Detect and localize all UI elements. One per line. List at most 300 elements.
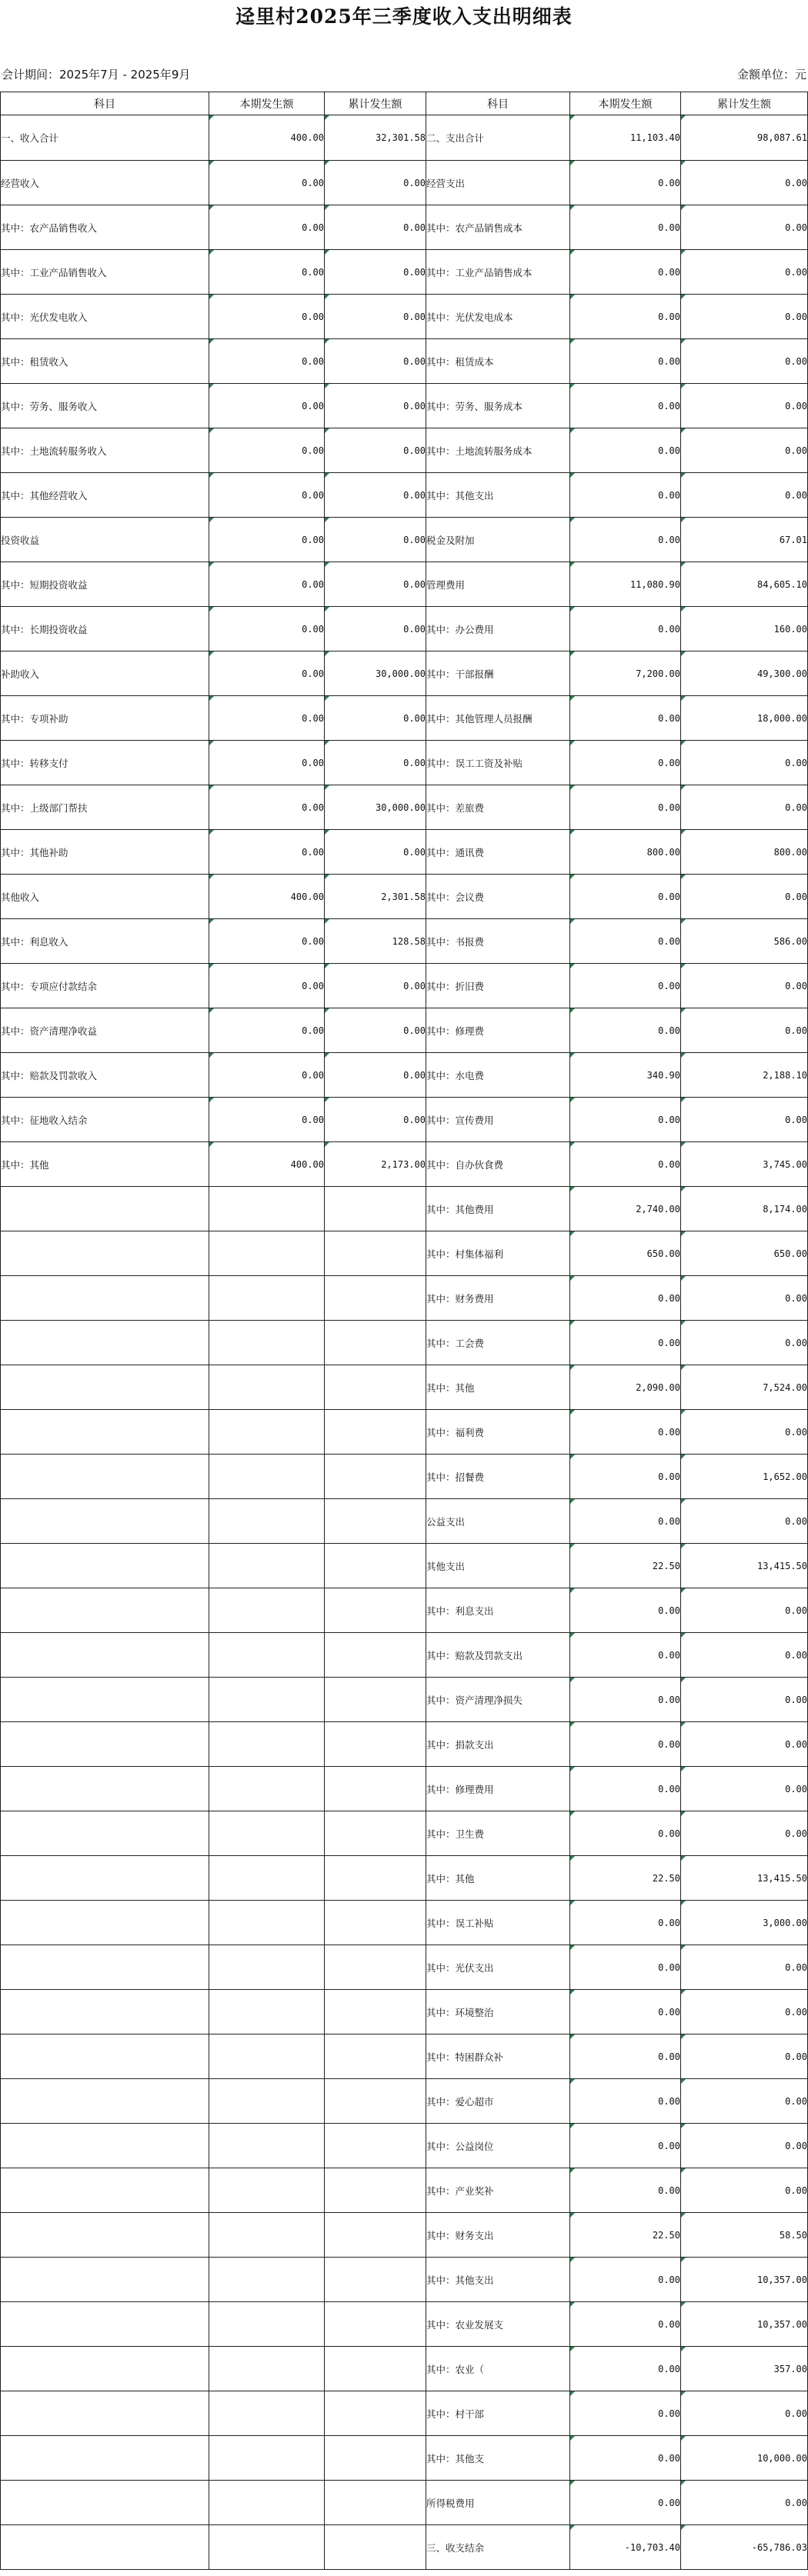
income-account-cell (1, 1767, 209, 1811)
income-account-cell (1, 1588, 209, 1633)
table-row (1, 384, 808, 428)
income-cumulative-cell (325, 2079, 426, 2124)
expense-current-cell: 0.00 (570, 1722, 681, 1767)
expense-account-cell: 其中：其他费用 (426, 1187, 570, 1231)
income-cumulative-cell (325, 2436, 426, 2481)
expense-current-cell: 0.00 (570, 1633, 681, 1678)
income-cumulative-cell (325, 1722, 426, 1767)
income-current-cell (209, 1544, 325, 1588)
table-row (1, 2347, 808, 2391)
income-cumulative-cell: 30,000.00 (325, 651, 426, 696)
expense-current-cell: 11,103.40 (570, 115, 681, 161)
expense-current-cell: 0.00 (570, 1098, 681, 1142)
expense-cumulative-cell: 0.00 (681, 339, 808, 384)
table-row (1, 1633, 808, 1678)
income-account-cell: 其中：其他补助 (1, 830, 209, 875)
income-cumulative-cell (325, 1231, 426, 1276)
expense-cumulative-cell: 586.00 (681, 919, 808, 964)
expense-account-cell: 其中：福利费 (426, 1410, 570, 1455)
table-row (1, 161, 808, 205)
expense-account-cell: 税金及附加 (426, 518, 570, 562)
expense-cumulative-cell: 0.00 (681, 2168, 808, 2213)
header-expense-account: 科目 (426, 92, 570, 115)
income-current-cell (209, 1856, 325, 1901)
income-account-cell: 其中：赔款及罚款收入 (1, 1053, 209, 1098)
expense-cumulative-cell: 0.00 (681, 1321, 808, 1365)
expense-current-cell: 0.00 (570, 2258, 681, 2302)
table-row (1, 1678, 808, 1722)
income-current-cell (209, 1187, 325, 1231)
expense-current-cell: 0.00 (570, 875, 681, 919)
expense-account-cell: 其中：财务支出 (426, 2213, 570, 2258)
income-current-cell (209, 2034, 325, 2079)
accounting-period: 会计期间：2025年7月 - 2025年9月 (2, 68, 191, 82)
income-cumulative-cell (325, 1455, 426, 1499)
expense-cumulative-cell: 0.00 (681, 1499, 808, 1544)
expense-current-cell: 11,080.90 (570, 562, 681, 607)
table-row (1, 741, 808, 785)
income-current-cell: 0.00 (209, 518, 325, 562)
table-row (1, 1499, 808, 1544)
expense-account-cell: 其中：产业奖补 (426, 2168, 570, 2213)
income-cumulative-cell (325, 2347, 426, 2391)
expense-current-cell: 0.00 (570, 1142, 681, 1187)
expense-cumulative-cell: 0.00 (681, 875, 808, 919)
expense-current-cell: 0.00 (570, 339, 681, 384)
income-cumulative-cell: 0.00 (325, 384, 426, 428)
table-row (1, 1276, 808, 1321)
expense-cumulative-cell: 0.00 (681, 1008, 808, 1053)
expense-current-cell: 0.00 (570, 1499, 681, 1544)
table-row (1, 1722, 808, 1767)
income-account-cell (1, 2213, 209, 2258)
income-current-cell (209, 1945, 325, 1990)
table-row (1, 1187, 808, 1231)
income-current-cell (209, 2168, 325, 2213)
header-income-cumulative: 累计发生额 (325, 92, 426, 115)
table-row (1, 428, 808, 473)
expense-account-cell: 其中：折旧费 (426, 964, 570, 1008)
expense-current-cell: 0.00 (570, 1990, 681, 2034)
income-cumulative-cell: 0.00 (325, 1053, 426, 1098)
expense-account-cell: 其中：书报费 (426, 919, 570, 964)
income-current-cell: 0.00 (209, 205, 325, 250)
expense-current-cell: 340.90 (570, 1053, 681, 1098)
expense-cumulative-cell: 0.00 (681, 1410, 808, 1455)
expense-cumulative-cell: 0.00 (681, 2034, 808, 2079)
income-account-cell (1, 1678, 209, 1722)
expense-current-cell: 0.00 (570, 2481, 681, 2525)
expense-account-cell: 其中：农业发展支 (426, 2302, 570, 2347)
income-cumulative-cell: 0.00 (325, 250, 426, 295)
expense-account-cell: 其中：爱心超市 (426, 2079, 570, 2124)
expense-account-cell: 经营支出 (426, 161, 570, 205)
expense-cumulative-cell: 650.00 (681, 1231, 808, 1276)
expense-cumulative-cell: 8,174.00 (681, 1187, 808, 1231)
table-row (1, 964, 808, 1008)
expense-account-cell: 其中：财务费用 (426, 1276, 570, 1321)
expense-account-cell: 其中：光伏支出 (426, 1945, 570, 1990)
expense-cumulative-cell: 0.00 (681, 2124, 808, 2168)
income-account-cell: 其中：其他经营收入 (1, 473, 209, 518)
expense-cumulative-cell: 800.00 (681, 830, 808, 875)
table-row (1, 1410, 808, 1455)
income-current-cell: 0.00 (209, 1098, 325, 1142)
expense-cumulative-cell: 0.00 (681, 2391, 808, 2436)
expense-cumulative-cell: 0.00 (681, 964, 808, 1008)
income-cumulative-cell (325, 1321, 426, 1365)
expense-current-cell: 0.00 (570, 785, 681, 830)
income-current-cell (209, 2124, 325, 2168)
income-current-cell: 0.00 (209, 250, 325, 295)
expense-current-cell: 0.00 (570, 1276, 681, 1321)
income-current-cell (209, 2525, 325, 2570)
table-row (1, 1098, 808, 1142)
income-current-cell: 0.00 (209, 741, 325, 785)
table-row (1, 1321, 808, 1365)
expense-cumulative-cell: 1,652.00 (681, 1455, 808, 1499)
expense-current-cell: -10,703.40 (570, 2525, 681, 2570)
income-cumulative-cell: 32,301.58 (325, 115, 426, 161)
expense-cumulative-cell: 357.00 (681, 2347, 808, 2391)
income-account-cell: 经营收入 (1, 161, 209, 205)
income-current-cell (209, 2391, 325, 2436)
table-row (1, 1231, 808, 1276)
expense-account-cell: 其中：干部报酬 (426, 651, 570, 696)
expense-account-cell: 其中：误工补贴 (426, 1901, 570, 1945)
expense-current-cell: 0.00 (570, 741, 681, 785)
expense-current-cell: 0.00 (570, 473, 681, 518)
income-cumulative-cell (325, 1588, 426, 1633)
expense-account-cell: 其中：修理费用 (426, 1767, 570, 1811)
income-current-cell: 0.00 (209, 161, 325, 205)
income-current-cell: 0.00 (209, 473, 325, 518)
income-account-cell (1, 1544, 209, 1588)
table-row (1, 115, 808, 161)
income-cumulative-cell (325, 1856, 426, 1901)
income-account-cell (1, 1410, 209, 1455)
expense-current-cell: 0.00 (570, 2034, 681, 2079)
income-account-cell (1, 1901, 209, 1945)
expense-account-cell: 其他支出 (426, 1544, 570, 1588)
table-row (1, 339, 808, 384)
income-current-cell (209, 1767, 325, 1811)
expense-current-cell: 0.00 (570, 696, 681, 741)
income-account-cell (1, 1722, 209, 1767)
table-row (1, 518, 808, 562)
table-row (1, 1811, 808, 1856)
table-row (1, 2213, 808, 2258)
expense-cumulative-cell: 0.00 (681, 1276, 808, 1321)
income-current-cell (209, 1633, 325, 1678)
header-income-current: 本期发生额 (209, 92, 325, 115)
expense-account-cell: 其中：通讯费 (426, 830, 570, 875)
expense-current-cell: 0.00 (570, 2302, 681, 2347)
income-current-cell: 0.00 (209, 1008, 325, 1053)
table-row (1, 1455, 808, 1499)
table-row (1, 1588, 808, 1633)
table-row (1, 875, 808, 919)
table-header-row (1, 92, 808, 115)
income-account-cell (1, 2258, 209, 2302)
expense-current-cell: 0.00 (570, 295, 681, 339)
table-row (1, 473, 808, 518)
table-row (1, 562, 808, 607)
table-row (1, 1053, 808, 1098)
income-account-cell (1, 2302, 209, 2347)
income-cumulative-cell (325, 1990, 426, 2034)
expense-cumulative-cell: 13,415.50 (681, 1544, 808, 1588)
expense-current-cell: 0.00 (570, 1008, 681, 1053)
income-account-cell: 投资收益 (1, 518, 209, 562)
income-account-cell (1, 2525, 209, 2570)
income-account-cell (1, 1499, 209, 1544)
expense-cumulative-cell: 0.00 (681, 1678, 808, 1722)
income-cumulative-cell (325, 2481, 426, 2525)
expense-cumulative-cell: 0.00 (681, 295, 808, 339)
income-current-cell (209, 2079, 325, 2124)
income-cumulative-cell (325, 2302, 426, 2347)
expense-current-cell: 0.00 (570, 2124, 681, 2168)
expense-cumulative-cell: 0.00 (681, 473, 808, 518)
expense-current-cell: 0.00 (570, 2168, 681, 2213)
income-current-cell: 400.00 (209, 1142, 325, 1187)
income-current-cell (209, 1410, 325, 1455)
expense-account-cell: 二、支出合计 (426, 115, 570, 161)
expense-current-cell: 0.00 (570, 2436, 681, 2481)
report-meta (0, 63, 808, 83)
income-cumulative-cell (325, 1633, 426, 1678)
income-current-cell (209, 2258, 325, 2302)
table-row (1, 1142, 808, 1187)
income-current-cell: 0.00 (209, 607, 325, 651)
income-current-cell (209, 2213, 325, 2258)
expense-account-cell: 其中：村干部 (426, 2391, 570, 2436)
income-account-cell (1, 1231, 209, 1276)
expense-account-cell: 其中：其他 (426, 1365, 570, 1410)
expense-current-cell: 0.00 (570, 919, 681, 964)
expense-cumulative-cell: 0.00 (681, 1990, 808, 2034)
expense-current-cell: 0.00 (570, 518, 681, 562)
income-cumulative-cell: 0.00 (325, 339, 426, 384)
income-cumulative-cell (325, 2258, 426, 2302)
income-account-cell (1, 2347, 209, 2391)
income-current-cell (209, 1231, 325, 1276)
income-cumulative-cell (325, 1187, 426, 1231)
income-cumulative-cell: 0.00 (325, 1008, 426, 1053)
table-row (1, 2302, 808, 2347)
income-cumulative-cell: 2,173.00 (325, 1142, 426, 1187)
income-current-cell (209, 1455, 325, 1499)
expense-account-cell: 其中：劳务、服务成本 (426, 384, 570, 428)
income-cumulative-cell: 0.00 (325, 696, 426, 741)
expense-account-cell: 其中：误工工资及补贴 (426, 741, 570, 785)
income-cumulative-cell: 0.00 (325, 830, 426, 875)
income-account-cell (1, 1276, 209, 1321)
income-cumulative-cell: 30,000.00 (325, 785, 426, 830)
report-title: 迳里村2025年三季度收入支出明细表 (235, 5, 573, 28)
expense-account-cell: 其中：利息支出 (426, 1588, 570, 1633)
income-cumulative-cell: 0.00 (325, 562, 426, 607)
income-account-cell (1, 1455, 209, 1499)
expense-cumulative-cell: 0.00 (681, 428, 808, 473)
expense-current-cell: 0.00 (570, 1588, 681, 1633)
expense-account-cell: 管理费用 (426, 562, 570, 607)
expense-account-cell: 其中：办公费用 (426, 607, 570, 651)
expense-account-cell: 其中：公益岗位 (426, 2124, 570, 2168)
expense-account-cell: 其中：环境整治 (426, 1990, 570, 2034)
income-current-cell (209, 1365, 325, 1410)
income-account-cell (1, 1856, 209, 1901)
income-cumulative-cell: 2,301.58 (325, 875, 426, 919)
expense-current-cell: 0.00 (570, 964, 681, 1008)
table-row (1, 2436, 808, 2481)
expense-current-cell: 0.00 (570, 1901, 681, 1945)
expense-cumulative-cell: 0.00 (681, 1945, 808, 1990)
expense-cumulative-cell: 58.50 (681, 2213, 808, 2258)
expense-account-cell: 公益支出 (426, 1499, 570, 1544)
income-current-cell: 400.00 (209, 115, 325, 161)
income-account-cell: 其中：工业产品销售收入 (1, 250, 209, 295)
expense-cumulative-cell: 98,087.61 (681, 115, 808, 161)
expense-current-cell: 0.00 (570, 1811, 681, 1856)
income-account-cell: 其中：其他 (1, 1142, 209, 1187)
income-account-cell: 一、收入合计 (1, 115, 209, 161)
expense-current-cell: 0.00 (570, 2391, 681, 2436)
income-current-cell: 0.00 (209, 830, 325, 875)
expense-current-cell: 2,740.00 (570, 1187, 681, 1231)
table-row (1, 1365, 808, 1410)
expense-cumulative-cell: 0.00 (681, 1098, 808, 1142)
expense-current-cell: 0.00 (570, 1767, 681, 1811)
expense-current-cell: 800.00 (570, 830, 681, 875)
expense-account-cell: 其中：农产品销售成本 (426, 205, 570, 250)
table-row (1, 250, 808, 295)
table-row (1, 2258, 808, 2302)
income-account-cell: 其他收入 (1, 875, 209, 919)
income-account-cell (1, 1990, 209, 2034)
income-cumulative-cell: 0.00 (325, 473, 426, 518)
expense-account-cell: 其中：其他管理人员报酬 (426, 696, 570, 741)
expense-cumulative-cell: 49,300.00 (681, 651, 808, 696)
income-current-cell (209, 2347, 325, 2391)
expense-account-cell: 其中：其他支 (426, 2436, 570, 2481)
income-current-cell (209, 1678, 325, 1722)
expense-account-cell: 其中：卫生费 (426, 1811, 570, 1856)
expense-account-cell: 其中：水电费 (426, 1053, 570, 1098)
income-current-cell (209, 1901, 325, 1945)
expense-current-cell: 22.50 (570, 1544, 681, 1588)
expense-cumulative-cell: 84,605.10 (681, 562, 808, 607)
expense-account-cell: 其中：租赁成本 (426, 339, 570, 384)
expense-cumulative-cell: 2,188.10 (681, 1053, 808, 1098)
income-account-cell: 其中：转移支付 (1, 741, 209, 785)
table-row (1, 205, 808, 250)
income-current-cell: 0.00 (209, 696, 325, 741)
table-row (1, 1990, 808, 2034)
expense-account-cell: 其中：工会费 (426, 1321, 570, 1365)
expense-cumulative-cell: 3,000.00 (681, 1901, 808, 1945)
income-cumulative-cell (325, 1499, 426, 1544)
expense-account-cell: 其中：修理费 (426, 1008, 570, 1053)
currency-unit: 金额单位：元 (736, 68, 806, 82)
income-account-cell: 其中：农产品销售收入 (1, 205, 209, 250)
income-current-cell: 0.00 (209, 785, 325, 830)
income-cumulative-cell (325, 1945, 426, 1990)
expense-current-cell: 0.00 (570, 384, 681, 428)
expense-account-cell: 其中：其他支出 (426, 473, 570, 518)
header-expense-cumulative: 累计发生额 (681, 92, 808, 115)
expense-cumulative-cell: 0.00 (681, 2079, 808, 2124)
expense-account-cell: 其中：特困群众补 (426, 2034, 570, 2079)
income-account-cell: 其中：征地收入结余 (1, 1098, 209, 1142)
expense-cumulative-cell: 13,415.50 (681, 1856, 808, 1901)
expense-cumulative-cell: 67.01 (681, 518, 808, 562)
income-account-cell: 其中：专项补助 (1, 696, 209, 741)
income-cumulative-cell (325, 1811, 426, 1856)
expense-account-cell: 所得税费用 (426, 2481, 570, 2525)
income-current-cell: 0.00 (209, 964, 325, 1008)
expense-current-cell: 22.50 (570, 2213, 681, 2258)
expense-account-cell: 其中：光伏发电成本 (426, 295, 570, 339)
income-cumulative-cell: 0.00 (325, 205, 426, 250)
expense-current-cell: 0.00 (570, 1455, 681, 1499)
expense-account-cell: 其中：村集体福利 (426, 1231, 570, 1276)
expense-cumulative-cell: 0.00 (681, 785, 808, 830)
income-account-cell (1, 2034, 209, 2079)
expense-current-cell: 0.00 (570, 2079, 681, 2124)
expense-current-cell: 650.00 (570, 1231, 681, 1276)
income-cumulative-cell (325, 1767, 426, 1811)
expense-cumulative-cell: 0.00 (681, 1767, 808, 1811)
expense-current-cell: 0.00 (570, 1678, 681, 1722)
income-cumulative-cell (325, 2168, 426, 2213)
table-row (1, 2481, 808, 2525)
table-row (1, 1901, 808, 1945)
income-current-cell: 0.00 (209, 651, 325, 696)
income-cumulative-cell (325, 2124, 426, 2168)
expense-account-cell: 其中：其他 (426, 1856, 570, 1901)
expense-cumulative-cell: 0.00 (681, 741, 808, 785)
income-cumulative-cell: 0.00 (325, 1098, 426, 1142)
table-row (1, 2525, 808, 2570)
income-cumulative-cell (325, 1544, 426, 1588)
table-row (1, 2168, 808, 2213)
income-account-cell: 其中：长期投资收益 (1, 607, 209, 651)
expense-account-cell: 其中：捐款支出 (426, 1722, 570, 1767)
expense-current-cell: 0.00 (570, 1321, 681, 1365)
income-cumulative-cell (325, 2034, 426, 2079)
expense-current-cell: 0.00 (570, 1410, 681, 1455)
income-cumulative-cell (325, 1901, 426, 1945)
income-account-cell: 其中：专项应付款结余 (1, 964, 209, 1008)
income-cumulative-cell: 0.00 (325, 741, 426, 785)
income-account-cell (1, 2481, 209, 2525)
expense-cumulative-cell: -65,786.03 (681, 2525, 808, 2570)
income-current-cell: 0.00 (209, 562, 325, 607)
income-cumulative-cell (325, 2213, 426, 2258)
expense-account-cell: 其中：土地流转服务成本 (426, 428, 570, 473)
income-account-cell (1, 1365, 209, 1410)
income-cumulative-cell: 0.00 (325, 607, 426, 651)
income-cumulative-cell: 0.00 (325, 161, 426, 205)
expense-current-cell: 0.00 (570, 428, 681, 473)
table-row (1, 2391, 808, 2436)
expense-account-cell: 其中：其他支出 (426, 2258, 570, 2302)
expense-cumulative-cell: 0.00 (681, 384, 808, 428)
expense-current-cell: 0.00 (570, 607, 681, 651)
income-account-cell (1, 2436, 209, 2481)
